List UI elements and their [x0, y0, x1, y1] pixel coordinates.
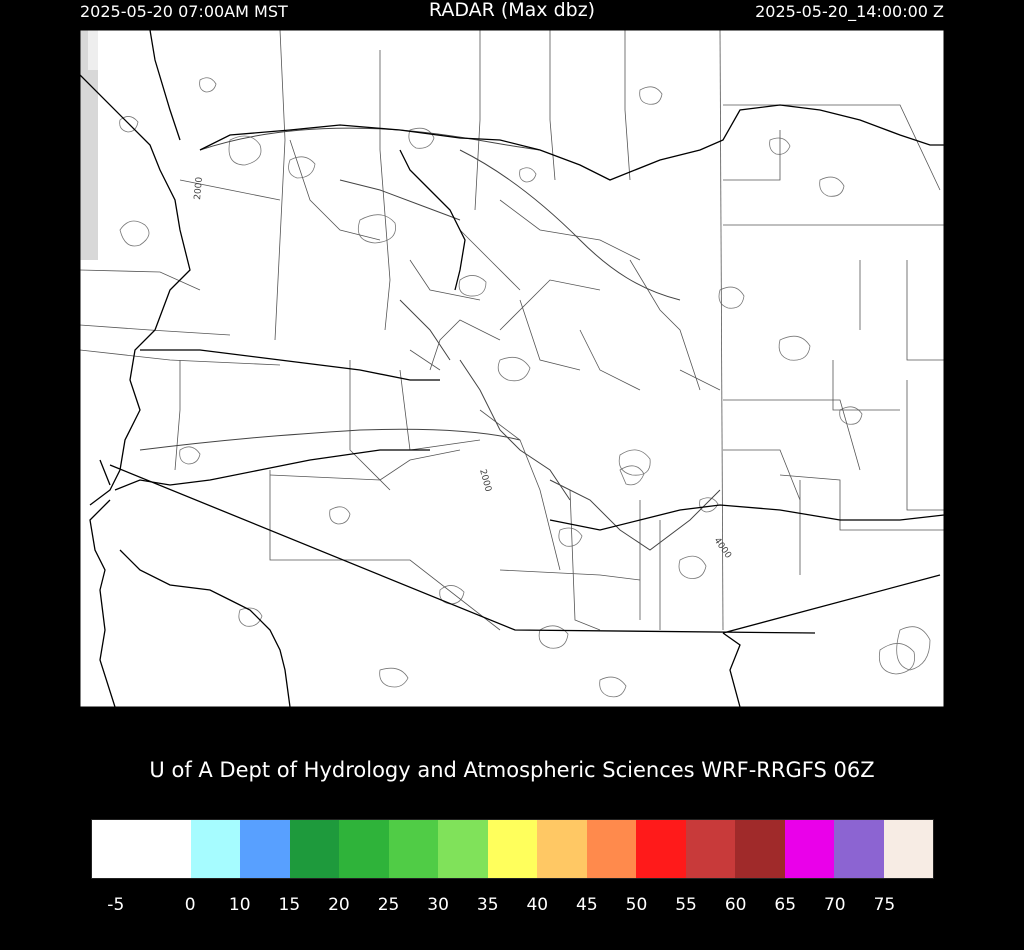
- colorbar-swatch: [537, 820, 586, 878]
- colorbar-swatch: [240, 820, 289, 878]
- colorbar-tick-label: 0: [184, 895, 196, 915]
- colorbar-tick-label: 15: [278, 895, 301, 915]
- colorbar-tick-label: 45: [576, 895, 598, 915]
- colorbar-tick-label: 35: [476, 895, 499, 915]
- colorbar-swatch: [290, 820, 339, 878]
- colorbar-tick-label: 20: [328, 895, 350, 915]
- colorbar-swatch: [191, 820, 240, 878]
- colorbar-tick-labels: [0, 893, 1024, 917]
- map-frame: [80, 30, 944, 707]
- colorbar-tick-label: 30: [427, 895, 449, 915]
- dbz-colorbar: [91, 819, 934, 879]
- colorbar-swatch: [686, 820, 735, 878]
- colorbar-tick-label: 40: [526, 895, 549, 915]
- model-credit: U of A Dept of Hydrology and Atmospheric Sciences WRF-RRGFS 06Z: [149, 758, 875, 782]
- radar-map: [80, 30, 944, 707]
- colorbar-tick-label: 10: [228, 895, 251, 915]
- colorbar-tick-label: 55: [675, 895, 697, 915]
- contour-label: 4000: [711, 535, 733, 561]
- utc-time-label: 2025-05-20_14:00:00 Z: [755, 2, 944, 21]
- colorbar-swatch: [636, 820, 685, 878]
- state-borders: [80, 30, 944, 707]
- colorbar-tick-label: 75: [873, 895, 896, 915]
- colorbar-swatch: [488, 820, 537, 878]
- colorbar-tick-label: -5: [107, 895, 125, 915]
- map-title: RADAR (Max dbz): [428, 0, 596, 21]
- colorbar-swatch: [735, 820, 784, 878]
- local-time-label: 2025-05-20 07:00AM MST: [80, 2, 288, 21]
- colorbar-swatch: [587, 820, 636, 878]
- terrain-contours: [120, 78, 930, 697]
- river-lines: [140, 128, 720, 550]
- colorbar-swatch: [834, 820, 883, 878]
- colorbar-swatch: [141, 820, 190, 878]
- colorbar-swatch: [438, 820, 487, 878]
- colorbar-tick-label: 60: [724, 895, 747, 915]
- colorbar-swatch: [339, 820, 388, 878]
- colorbar-swatch: [785, 820, 834, 878]
- colorbar-tick-label: 65: [774, 895, 797, 915]
- contour-label: 2000: [193, 176, 205, 201]
- county-lines: [80, 30, 944, 630]
- colorbar-swatch: [92, 820, 141, 878]
- contour-label: 2000: [477, 468, 493, 493]
- colorbar-swatch: [884, 820, 933, 878]
- colorbar-tick-label: 70: [823, 895, 846, 915]
- colorbar-swatch: [389, 820, 438, 878]
- colorbar-tick-label: 25: [377, 895, 400, 915]
- colorbar-tick-label: 50: [625, 895, 648, 915]
